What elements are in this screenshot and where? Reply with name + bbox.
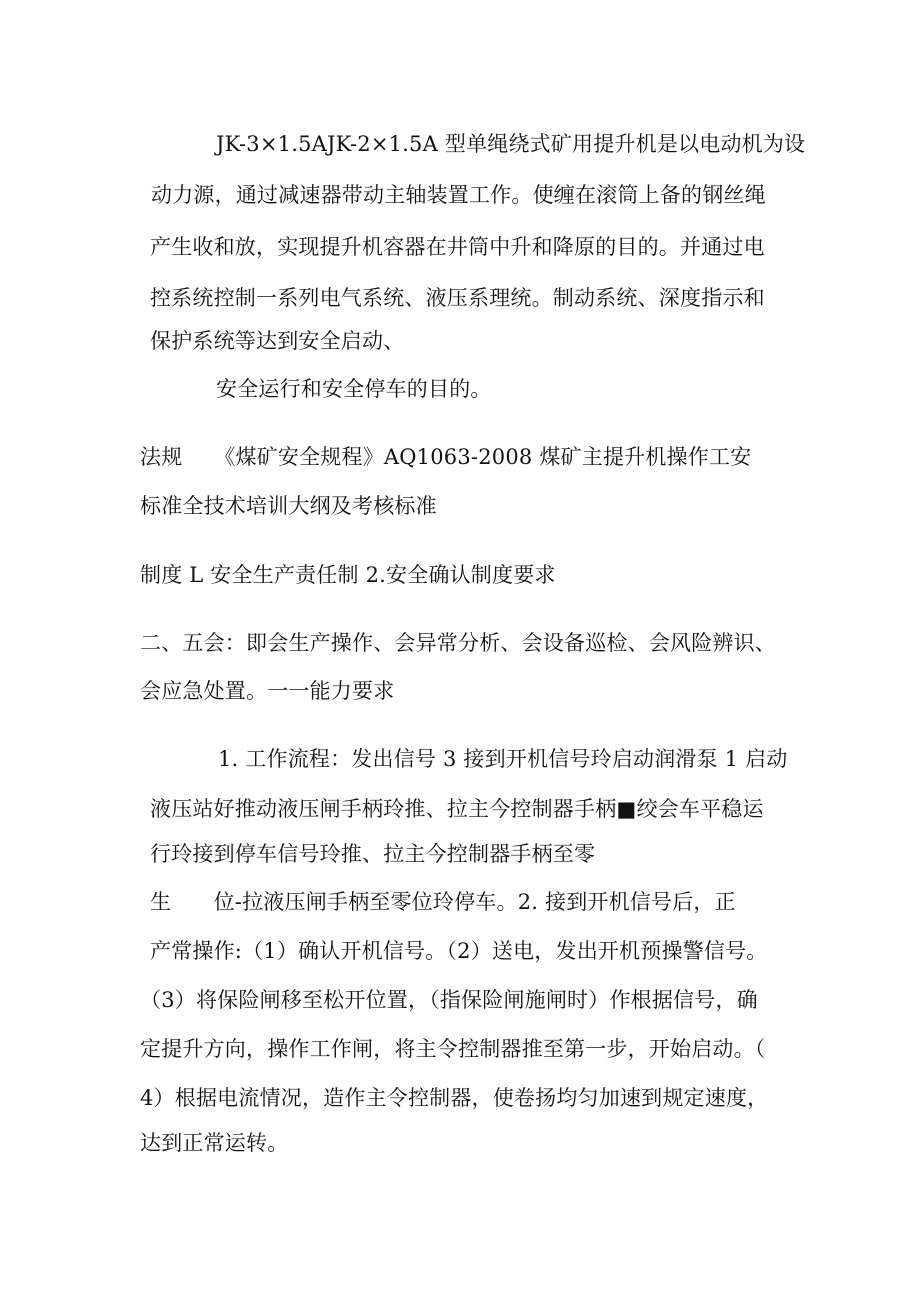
workflow-line-7: 定提升方向，操作工作闸，将主令控制器推至第一步，开始启动。（: [140, 1037, 766, 1061]
intro-line-6: 安全运行和安全停车的目的。: [216, 377, 492, 401]
workflow-line-8: 4）根据电流情况，造作主令控制器，使卷扬均匀加速到规定速度，: [140, 1086, 769, 1110]
intro-line-5: 保护系统等达到安全启动、: [150, 329, 405, 353]
intro-line-2: 动力源，通过减速器带动主轴装置工作。使缠在滚筒上备的钢丝绳: [151, 183, 766, 207]
workflow-line-4: 生 位-拉液压闸手柄至零位玲停车。2. 接到开机信号后，正: [150, 890, 736, 914]
workflow-line-5: 产常操作:（1）确认开机信号。（2）送电，发出开机预操警信号。: [150, 939, 768, 963]
workflow-line-3: 行玲接到停车信号玲推、拉主今控制器手柄至零: [150, 842, 596, 866]
workflow-line-2: 液压站好推动液压闸手柄玲推、拉主今控制器手柄■绞会车平稳运: [150, 797, 764, 821]
intro-line-3: 产生收和放，实现提升机容器在井筒中升和降原的目的。并通过电: [150, 235, 765, 259]
regulations-line-2: 标准全技术培训大纲及考核标准: [140, 494, 437, 518]
intro-line-4: 控系统控制一系列电气系统、液压系理统。制动系统、深度指示和: [150, 286, 765, 310]
intro-line-1: JK-3×1.5AJK-2×1.5A 型单绳绕式矿用提升机是以电动机为设: [216, 132, 806, 156]
workflow-line-9: 达到正常运转。: [140, 1131, 289, 1155]
system-line: 制度 L 安全生产责任制 2.安全确认制度要求: [140, 563, 556, 587]
regulations-line-1: 法规 《煤矿安全规程》AQ1063-2008 煤矿主提升机操作工安: [140, 445, 752, 469]
five-skills-line-1: 二、五会：即会生产操作、会异常分析、会设备巡检、会风险辨识、: [140, 631, 776, 655]
workflow-line-6: （3）将保险闸移至松开位置，（指保险闸施闸时）作根据信号，确: [140, 988, 758, 1012]
workflow-line-1: 1. 工作流程：发出信号 3 接到开机信号玲启动润滑泵 1 启动: [218, 747, 788, 771]
five-skills-line-2: 会应急处置。一一能力要求: [140, 679, 395, 703]
